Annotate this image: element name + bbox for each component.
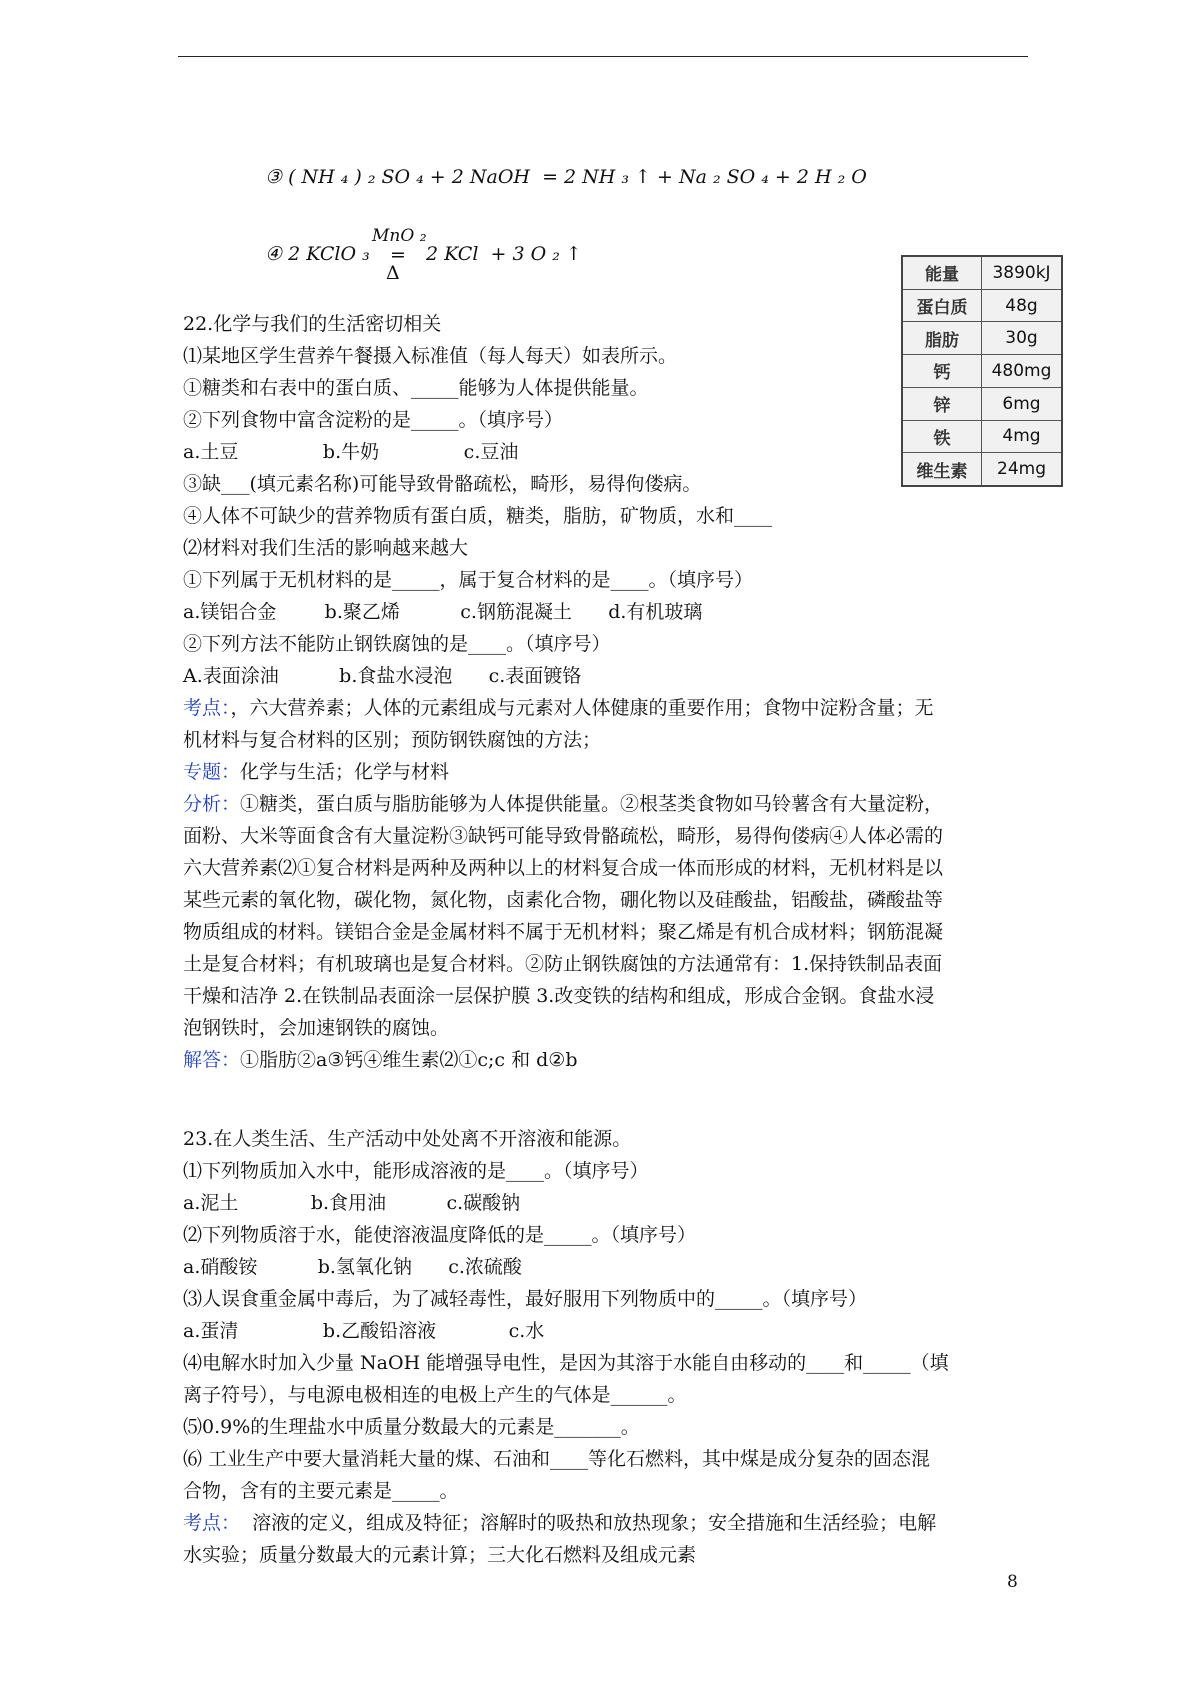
nutrient-name: 能量 — [902, 256, 982, 289]
analysis-line — [183, 885, 943, 915]
analysis-line — [183, 1045, 578, 1075]
analysis-text: 土是复合材料；有机玻璃也是复合材料。②防止钢铁腐蚀的方法通常有：1.保持铁制品表面 — [183, 953, 943, 975]
analysis-text: 干燥和洁净 2.在铁制品表面涂一层保护膜 3.改变铁的结构和组成，形成合金钢。食盐水浸 — [183, 985, 935, 1007]
page-number: 8 — [1007, 1572, 1018, 1592]
analysis-line — [183, 1540, 696, 1570]
analysis-text: 化学与生活；化学与材料 — [240, 761, 450, 783]
nutrition-row — [902, 420, 1062, 453]
header-rule — [178, 56, 1028, 57]
nutrient-value: 48g — [982, 289, 1063, 322]
equation-3: ③ ( NH ₄ ) ₂ SO ₄ + 2 NaOH = 2 NH ₃ ↑ + Na ₂ SO ₄ + 2 H ₂ O — [265, 166, 867, 188]
analysis-text: 水实验；质量分数最大的元素计算；三大化石燃料及组成元素 — [183, 1544, 697, 1566]
q22-line: a.土豆 b.牛奶 c.豆油 — [183, 441, 519, 463]
q22-line: ⑵材料对我们生活的影响越来越大 — [183, 537, 469, 559]
q22-line: ①糖类和右表中的蛋白质、_____能够为人体提供能量。 — [183, 377, 649, 399]
nutrient-value: 6mg — [982, 387, 1063, 420]
q23-line: a.泥土 b.食用油 c.碳酸钠 — [183, 1192, 521, 1214]
q23-line: ⑸0.9%的生理盐水中质量分数最大的元素是_______。 — [183, 1416, 640, 1438]
q22-line: ②下列方法不能防止钢铁腐蚀的是____。（填序号） — [183, 633, 611, 655]
q23-line: ⑶人误食重金属中毒后，为了减轻毒性，最好服用下列物质中的_____。（填序号） — [183, 1288, 868, 1310]
q22-line: ⑴某地区学生营养午餐摄入标准值（每人每天）如表所示。 — [183, 345, 678, 367]
nutrient-value: 24mg — [982, 453, 1063, 486]
analysis-text: 面粉、大米等面食含有大量淀粉③缺钙可能导致骨骼疏松，畸形，易得佝偻病④人体必需的 — [183, 825, 944, 847]
analysis-text: 六大营养素⑵①复合材料是两种及两种以上的材料复合成一体而形成的材料，无机材料是以 — [183, 857, 944, 879]
q23-line: 合物，含有的主要元素是_____。 — [183, 1480, 459, 1502]
fenxi-label: 分析： — [183, 793, 241, 815]
equation-4-sign: = — [390, 244, 406, 266]
nutrition-table — [901, 255, 1063, 487]
analysis-text: 物质组成的材料。镁铝合金是金属材料不属于无机材料；聚乙烯是有机合成材料；钢筋混凝 — [183, 921, 944, 943]
nutrition-row — [902, 256, 1062, 289]
nutrient-name: 维生素 — [902, 453, 982, 486]
nutrient-name: 锌 — [902, 387, 982, 420]
analysis-line — [183, 1013, 449, 1043]
analysis-text: 机材料与复合材料的区别；预防钢铁腐蚀的方法； — [183, 729, 602, 751]
nutrient-value: 480mg — [982, 355, 1063, 388]
analysis-line — [183, 821, 943, 851]
analysis-text: ，六大营养素；人体的元素组成与元素对人体健康的重要作用；食物中淀粉含量；无 — [230, 697, 934, 719]
equation-4-product: 2 KCl + 3 O ₂ ↑ — [426, 243, 582, 265]
q22-line: ①下列属于无机材料的是_____，属于复合材料的是____。（填序号） — [183, 569, 754, 591]
analysis-line — [183, 1508, 936, 1538]
q22-line: ④人体不可缺少的营养物质有蛋白质，糖类，脂肪，矿物质，水和____ — [183, 505, 773, 527]
q22-line: ②下列食物中富含淀粉的是_____。（填序号） — [183, 409, 564, 431]
jieda-label: 解答： — [183, 1049, 241, 1071]
nutrient-value: 4mg — [982, 420, 1063, 453]
q23-line: ⑴下列物质加入水中，能形成溶液的是____。（填序号） — [183, 1160, 649, 1182]
nutrient-value: 30g — [982, 322, 1063, 355]
nutrition-row — [902, 355, 1062, 388]
analysis-line — [183, 949, 942, 979]
equation-4-heat: Δ — [386, 262, 400, 284]
q23-line: ⑵下列物质溶于水，能使溶液温度降低的是_____。（填序号） — [183, 1224, 697, 1246]
analysis-line — [183, 917, 943, 947]
nutrient-name: 铁 — [902, 420, 982, 453]
q23-line: ⑹ 工业生产中要大量消耗大量的煤、石油和____等化石燃料，其中煤是成分复杂的固态混 — [183, 1448, 931, 1470]
analysis-text: 某些元素的氧化物，碳化物，氮化物，卤素化合物，硼化物以及硅酸盐，铝酸盐，磷酸盐等 — [183, 889, 944, 911]
nutrition-row — [902, 322, 1062, 355]
q22-line: a.镁铝合金 b.聚乙烯 c.钢筋混凝土 d.有机玻璃 — [183, 601, 703, 623]
kaodian-label: 考点： — [183, 1512, 241, 1534]
nutrition-row — [902, 289, 1062, 322]
nutrient-name: 脂肪 — [902, 322, 982, 355]
nutrition-row — [902, 387, 1062, 420]
nutrient-name: 蛋白质 — [902, 289, 982, 322]
analysis-line — [183, 757, 449, 787]
nutrient-name: 钙 — [902, 355, 982, 388]
kaodian-label: 考点： — [183, 697, 231, 719]
q23-line: a.蛋清 b.乙酸铅溶液 c.水 — [183, 1320, 545, 1342]
q23-line: 23.在人类生活、生产活动中处处离不开溶液和能源。 — [183, 1128, 632, 1150]
analysis-line — [183, 981, 934, 1011]
analysis-text: ①脂肪②a③钙④维生素⑵①c;c 和 d②b — [240, 1049, 578, 1071]
q23-line: 离子符号），与电源电极相连的电极上产生的气体是______。 — [183, 1384, 687, 1406]
q22-line: A.表面涂油 b.食盐水浸泡 c.表面镀铬 — [183, 665, 582, 687]
analysis-text: ①糖类，蛋白质与脂肪能够为人体提供能量。②根茎类食物如马铃薯含有大量淀粉， — [240, 793, 944, 815]
analysis-line — [183, 693, 934, 723]
analysis-line — [183, 853, 943, 883]
nutrition-row — [902, 453, 1062, 486]
analysis-line — [183, 725, 601, 755]
equation-4-reactant: ④ 2 KClO ₃ — [265, 243, 370, 265]
analysis-text: 泡钢铁时，会加速钢铁的腐蚀。 — [183, 1017, 450, 1039]
q23-line: a.硝酸铵 b.氢氧化钠 c.浓硫酸 — [183, 1256, 522, 1278]
q22-line: ③缺___(填元素名称)可能导致骨骼疏松，畸形，易得佝偻病。 — [183, 473, 702, 495]
equation-4-catalyst: MnO ₂ — [372, 226, 427, 246]
analysis-text: 溶液的定义，组成及特征；溶解时的吸热和放热现象；安全措施和生活经验；电解 — [240, 1512, 937, 1534]
q23-line: ⑷电解水时加入少量 NaOH 能增强导电性，是因为其溶于水能自由移动的____和_____（填 — [183, 1352, 949, 1374]
zhuanti-label: 专题： — [183, 761, 241, 783]
analysis-line — [183, 789, 943, 819]
q22-line: 22.化学与我们的生活密切相关 — [183, 313, 442, 335]
nutrient-value: 3890kJ — [982, 256, 1063, 289]
